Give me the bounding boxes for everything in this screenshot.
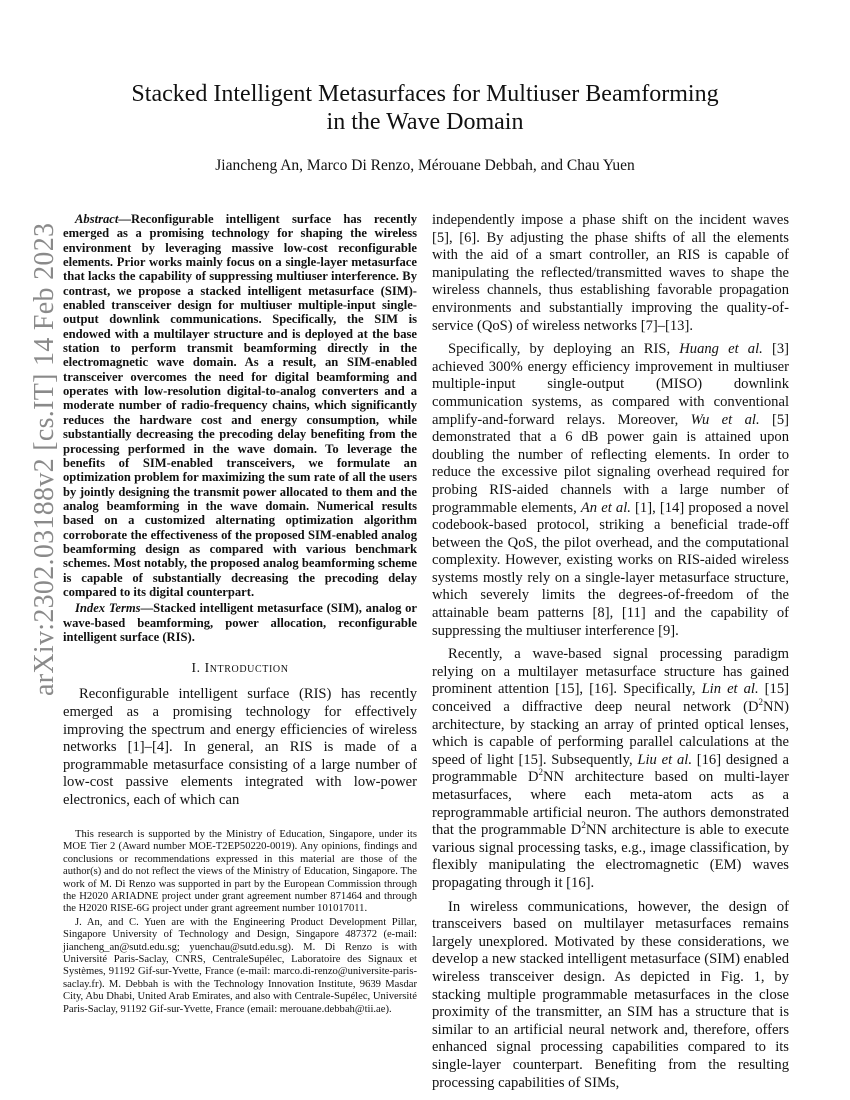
text-run: [5] demonstrated that a 6 dB power gain is attained upon doubling the number of reflecting elements. In order to reduce the excessive pilot signaling overhead required for probing RIS-aided channels with a large number of programmable elements,: [432, 411, 789, 516]
body-paragraph-1: independently impose a phase shift on the incident waves [5], [6]. By adjusting the phase shifts of all the elements with the aid of a smart controller, an RIS is capable of manipulating the reflected/transmitted waves to shape the wireless channels, thus establishing favorable propagation environments and substantially improving the quality-of-service (QoS) of wireless networks [7]–[13].: [432, 212, 789, 334]
body-paragraph-4: In wireless communications, however, the design of transceivers based on multilayer metasurfaces remains largely unexplored. Motivated by these considerations, we develop a new stacked intelligent metasurface (SIM) enabled wireless transceiver design. As depicted in Fig. 1, by stacking multiple programmable metasurfaces in the close proximity of the transmitter, an SIM has a structure that is similar to an artificial neural network and, therefore, offers enhanced signal processing capabilities compared to its single-layer counterpart. Benefiting from the resulting processing capabilities of SIMs,: [432, 898, 789, 1091]
body-paragraph-2: [432, 341, 789, 640]
footnote-funding: This research is supported by the Ministry of Education, Singapore, under its MOE Tier 2 (Award number MOE-T2EP50220-0019). Any opinions, findings and conclusions or recommendations expressed in this material are those of the author(s) and do not reflect the views of the Ministry of Education, Singapore. The work of M. Di Renzo was supported in part by the European Commission through the H2020 ARIADNE project under grant agreement number 871464 and through the H2020 RISE-6G project under grant agreement number 101017011.: [63, 829, 417, 915]
text-run: [3] achieved 300% energy efficiency improvement in multiuser multiple-input single-output (MISO) downlink communication systems, as compared with conventional amplify-and-forward relays. Moreover,: [432, 341, 789, 428]
abstract-label: Abstract: [75, 212, 119, 226]
right-column: [432, 212, 789, 1098]
citation-author: Huang et al.: [679, 341, 763, 358]
footnotes: [63, 829, 417, 1017]
text-run: NN architecture is able to execute various signal processing tasks, e.g., image classification, by flexibly manipulating the electromagnetic (EM) waves propagating through it [16].: [432, 822, 790, 891]
author-list: Jiancheng An, Marco Di Renzo, Mérouane Debbah, and Chau Yuen: [215, 157, 635, 174]
citation-author: Liu et al.: [637, 751, 692, 768]
index-terms-text: —Stacked intelligent metasurface (SIM), analog or wave-based beamforming, power allocation, reconfigurable intelligent surface (RIS).: [63, 601, 417, 644]
superscript: 2: [581, 820, 586, 831]
intro-paragraph-1: Reconfigurable intelligent surface (RIS) has recently emerged as a promising technology for effectively improving the spectrum and energy efficiencies of wireless networks [1]–[4]. In general, an RIS is made of a programmable metasurface consisting of a large number of low-cost passive elements integrated with low-power electronics, each of which can: [63, 686, 417, 808]
text-run: [15] conceived a diffractive deep neural network (D: [432, 681, 789, 716]
text-run: NN architecture based on multi-layer metasurfaces, where each meta-atom acts as a reprogrammable artificial neuron. The authors demonstrated that the programmable D: [432, 769, 789, 839]
citation-author: Lin et al.: [701, 681, 759, 698]
text-run: [16] designed a programmable D: [432, 751, 789, 786]
section-heading-introduction: I. Introduction: [191, 660, 289, 676]
abstract-text: —Reconfigurable intelligent surface has recently emerged as a promising technology for shaping the wireless environment by leveraging massive low-cost reconfigurable elements. Prior works mainly focus on a single-layer metasurface that lacks the capability of suppressing multiuser interference. By contrast, we propose a stacked intelligent metasurface (SIM)-enabled transceiver design for multiuser multiple-input single-output downlink communications. Specifically, the SIM is endowed with a multilayer structure and is deployed at the base station to perform transmit beamforming directly in the electromagnetic wave domain. As a result, an SIM-enabled transceiver overcomes the need for digital beamforming and operates with low-resolution digital-to-analog converters and a moderate number of radio-frequency chains, which significantly reduces the hardware cost and energy consumption, while substantially decreasing the precoding delay benefiting from the processing performed in the wave domain. To leverage the benefits of SIM-enabled transceivers, we formulate an optimization problem for maximizing the sum rate of all the users by jointly designing the transmit power allocated to them and the analog beamforming in the wave domain. Numerical results based on a customized alternating optimization algorithm corroborate the effectiveness of the proposed SIM-enabled analog beamforming design as compared with various benchmark schemes. Most notably, the proposed analog beamforming scheme is capable of substantially decreasing the precoding delay compared to its digital counterpart.: [63, 212, 417, 599]
title-line-1: Stacked Intelligent Metasurfaces for Multiuser Beamforming: [131, 81, 719, 107]
title-line-2: in the Wave Domain: [326, 109, 524, 135]
text-run: Recently, a wave-based signal processing paradigm relying on a multilayer metasurface structure has gained prominent attention [15], [16]. Specifically,: [432, 646, 789, 698]
citation-author: Wu et al.: [690, 411, 760, 428]
citation-author: An et al.: [580, 499, 631, 516]
index-terms: [63, 601, 417, 644]
paper-title: [100, 80, 750, 136]
text-run: Specifically, by deploying an RIS,: [448, 341, 680, 358]
superscript: 2: [758, 697, 764, 708]
index-terms-label: Index Terms: [75, 601, 141, 616]
superscript: 2: [538, 767, 543, 778]
arxiv-identifier: arXiv:2302.03188v2 [cs.IT] 14 Feb 2023: [29, 222, 60, 696]
left-column: [63, 212, 417, 815]
text-run: [1], [14] proposed a novel codebook-based protocol, striking a beneficial trade-off between the QoS, the pilot overhead, and the computational complexity. However, existing works on RIS-aided wireless systems mostly rely on a single-layer metasurface structure, which severely limits the degrees-of-freedom of the attainable beam patterns [8], [11] and the capability of suppressing the multiuser interference [9].: [432, 499, 789, 639]
abstract: [63, 212, 417, 599]
text-run: NN) architecture, by stacking an array of printed optical lenses, which is capable of performing parallel calculations at the speed of light [15]. Subsequently,: [432, 699, 789, 768]
body-paragraph-3: [432, 646, 789, 892]
footnote-affiliations: J. An, and C. Yuen are with the Engineering Product Development Pillar, Singapore University of Technology and Design, Singapore 487372 (e-mail: jiancheng_an@sutd.edu.sg; yuenchau@sutd.edu.sg). M. Di Renzo is with Université Paris-Saclay, CNRS, CentraleSupélec, Laboratoire des Signaux et Systèmes, 91192 Gif-sur-Yvette, France (e-mail: marco.di-renzo@universite-paris-saclay.fr). M. Debbah is with the Technology Innovation Institute, 9639 Masdar City, Abu Dhabi, United Arab Emirates, and also with Centrale-Supélec, Université Paris-Saclay, 91192 Gif-sur-Yvette, France (email: merouane.debbah@tii.ae).: [63, 916, 417, 1015]
